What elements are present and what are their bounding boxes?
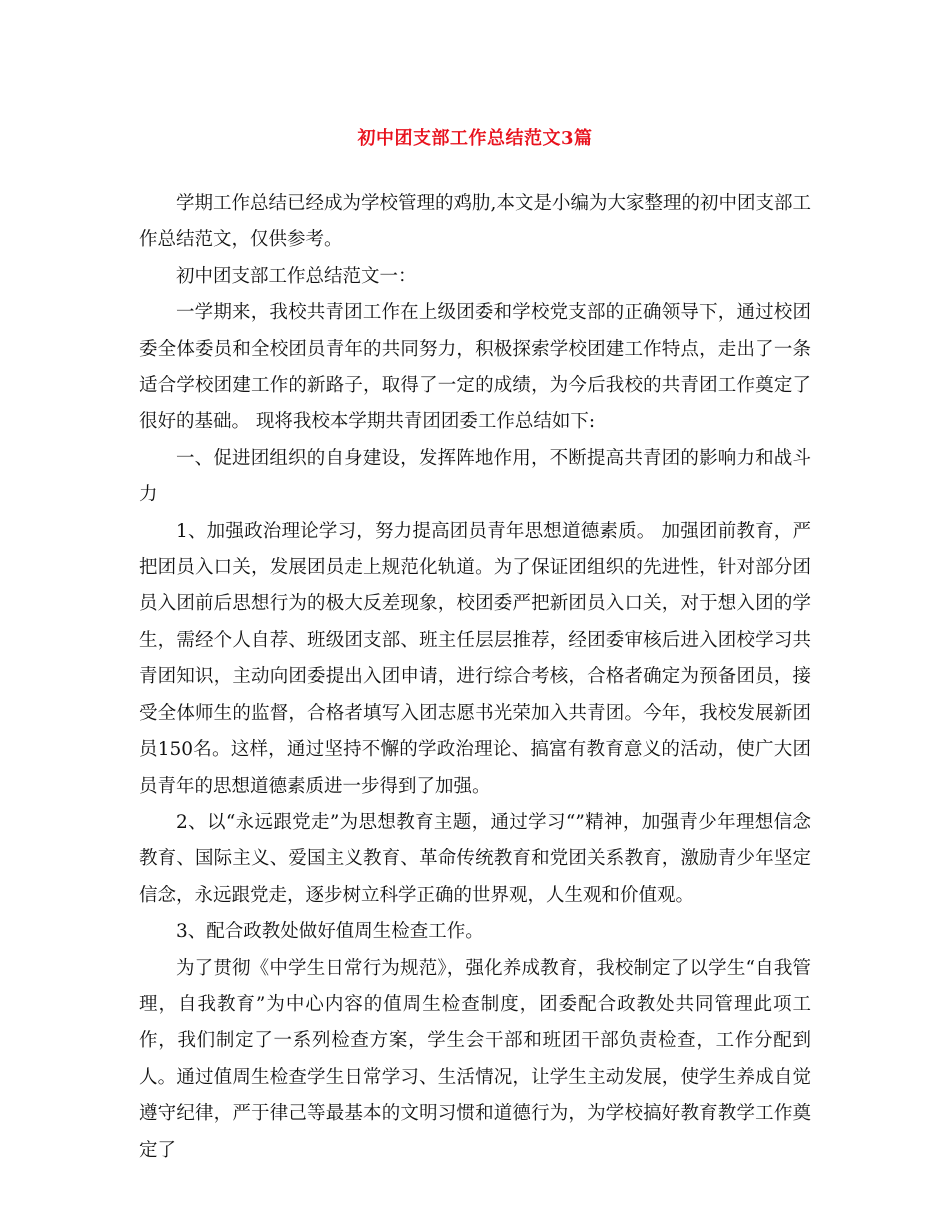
paragraph-item-2: 2、以“永远跟党走”为思想教育主题，通过学习“”精神，加强青少年理想信念教育、国际主义、爱国主义教育、革命传统教育和党团关系教育，激励青少年坚定信念，永远跟党走，逐步树立科学正确的世界观，人生观和价值观。 <box>139 811 811 906</box>
paragraph-item-3-body: 为了贯彻《中学生日常行为规范》，强化养成教育，我校制定了以学生“自我管理，自我教育”为中心内容的值周生检查制度，团委配合政教处共同管理此项工作，我们制定了一系列检查方案，学生会干部和班团干部负责检查，工作分配到人。通过值周生检查学生日常学习、生活情况，让学生主动发展，使学生养成自觉遵守纪律，严于律己等最基本的文明习惯和道德行为，为学校搞好教育教学工作奠定了 <box>139 957 811 1161</box>
paragraph-intro: 学期工作总结已经成为学校管理的鸡肋,本文是小编为大家整理的初中团支部工作总结范文，仅供参考。 <box>139 193 811 251</box>
paragraph-part-one-heading: 一、促进团组织的自身建设，发挥阵地作用，不断提高共青团的影响力和战斗力 <box>139 447 811 506</box>
paragraph-item-1: 1、加强政治理论学习，努力提高团员青年思想道德素质。 加强团前教育，严把团员入口关，发展团员走上规范化轨道。为了保证团组织的先进性，针对部分团员入团前后思想行为的极大反差现象，校团委严把新团员入口关，对于想入团的学生，需经个人自荐、班级团支部、班主任层层推荐，经团委审核后进入团校学习共青团知识，主动向团委提出入团申请，进行综合考核，合格者确定为预备团员，接受全体师生的监督，合格者填写入团志愿书光荣加入共青团。今年，我校发展新团员150名。这样，通过坚持不懈的学政治理论、搞富有教育意义的活动，使广大团员青年的思想道德素质进一步得到了加强。 <box>139 520 811 797</box>
document-title: 初中团支部工作总结范文3篇 <box>357 128 593 149</box>
document-body <box>139 186 811 1169</box>
paragraph-overview: 一学期来，我校共青团工作在上级团委和学校党支部的正确领导下，通过校团委全体委员和全校团员青年的共同努力，积极探索学校团建工作特点，走出了一条适合学校团建工作的新路子，取得了一定的成绩，为今后我校的共青团工作奠定了很好的基础。 现将我校本学期共青团团委工作总结如下: <box>139 302 811 433</box>
paragraph-section-heading: 初中团支部工作总结范文一： <box>176 265 417 287</box>
paragraph-item-3-heading: 3、配合政教处做好值周生检查工作。 <box>176 921 484 943</box>
